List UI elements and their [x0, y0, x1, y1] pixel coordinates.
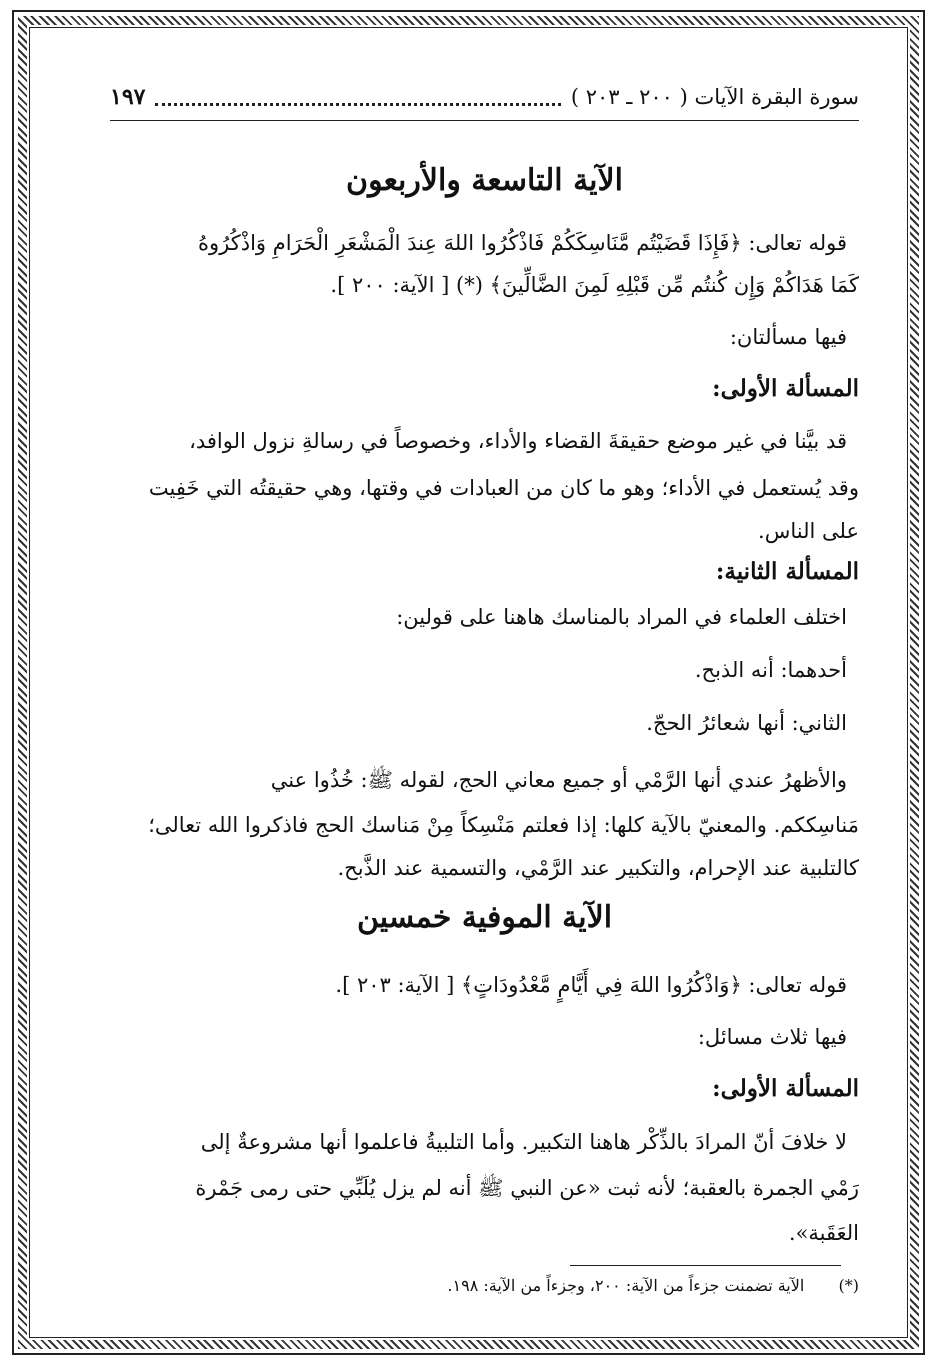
running-header	[110, 82, 859, 112]
paragraph-line: العَقَبة».	[788, 1221, 859, 1245]
footnote-text: الآية تضمنت جزءاً من الآية: ٢٠٠، وجزءاً من الآية: ١٩٨.	[447, 1276, 805, 1295]
paragraph-line: كالتلبية عند الإحرام، والتكبير عند الرَّمْي، والتسمية عند الذَّبح.	[337, 856, 859, 880]
header-surah-range: سورة البقرة الآيات ( ٢٠٠ ـ ٢٠٣ )	[570, 85, 859, 109]
question-title: المسألة الأولى:	[712, 1075, 859, 1102]
footnote-rule	[570, 1265, 841, 1266]
header-dot-leader	[155, 89, 560, 106]
paragraph-line: اختلف العلماء في المراد بالمناسك هاهنا على قولين:	[396, 605, 847, 629]
footnote-marker: (*)	[838, 1276, 859, 1295]
paragraph-line: أحدهما: أنه الذبح.	[694, 658, 847, 682]
section-title-50: الآية الموفية خمسين	[356, 900, 613, 935]
paragraph-line: مَناسِككم. والمعنيّ بالآية كلها: إذا فعلتم مَنْسِكاً مِنْ مَناسك الحج فاذكروا الله تعالى؛	[148, 813, 859, 837]
paragraph-line: الثاني: أنها شعائرُ الحجّ.	[646, 711, 847, 735]
paragraph-line: قد بيَّنا في غير موضع حقيقةَ القضاء والأداء، وخصوصاً في رسالةِ نزول الوافد،	[189, 429, 847, 453]
question-title: المسألة الأولى:	[712, 375, 859, 402]
question-title: المسألة الثانية:	[715, 558, 859, 585]
page-number: ١٩٧	[110, 84, 146, 110]
paragraph-line: والأظهرُ عندي أنها الرَّمْي أو جميع معاني الحج، لقوله ﷺ: خُذُوا عني	[270, 768, 847, 792]
paragraph-line: على الناس.	[758, 519, 859, 543]
intro-line: فيها مسألتان:	[729, 325, 847, 349]
verse-line: قوله تعالى: ﴿فَإِذَا قَضَيْتُم مَّنَاسِكَكُمْ فَاذْكُرُوا اللهَ عِندَ الْمَشْعَرِ الْحَرَامِ وَاذْكُرُوهُ	[197, 231, 847, 255]
intro-line: فيها ثلاث مسائل:	[697, 1025, 847, 1049]
paragraph-line: رَمْي الجمرة بالعقبة؛ لأنه ثبت «عن النبي ﷺ أنه لم يزل يُلَبِّي حتى رمى جَمْرة	[195, 1176, 859, 1200]
paragraph-line: وقد يُستعمل في الأداء؛ وهو ما كان من العبادات في وقتها، وهي حقيقتُه التي خَفِيت	[148, 476, 859, 500]
section-title-49: الآية التاسعة والأربعون	[346, 163, 623, 198]
paragraph-line: لا خلافَ أنّ المرادَ بالذِّكْر هاهنا التكبير. وأما التلبيةُ فاعلموا أنها مشروعةٌ إلى	[200, 1130, 847, 1154]
verse-line: قوله تعالى: ﴿وَاذْكُرُوا اللهَ فِي أَيَّامٍ مَّعْدُودَاتٍ﴾ [ الآية: ٢٠٣ ].	[335, 973, 847, 997]
footnote	[447, 1276, 859, 1295]
verse-line: كَمَا هَدَاكُمْ وَإِن كُنتُم مِّن قَبْلِهِ لَمِنَ الضَّالِّينَ﴾ (*) [ الآية: ٢٠٠ ].	[330, 273, 859, 297]
header-rule	[110, 120, 859, 121]
